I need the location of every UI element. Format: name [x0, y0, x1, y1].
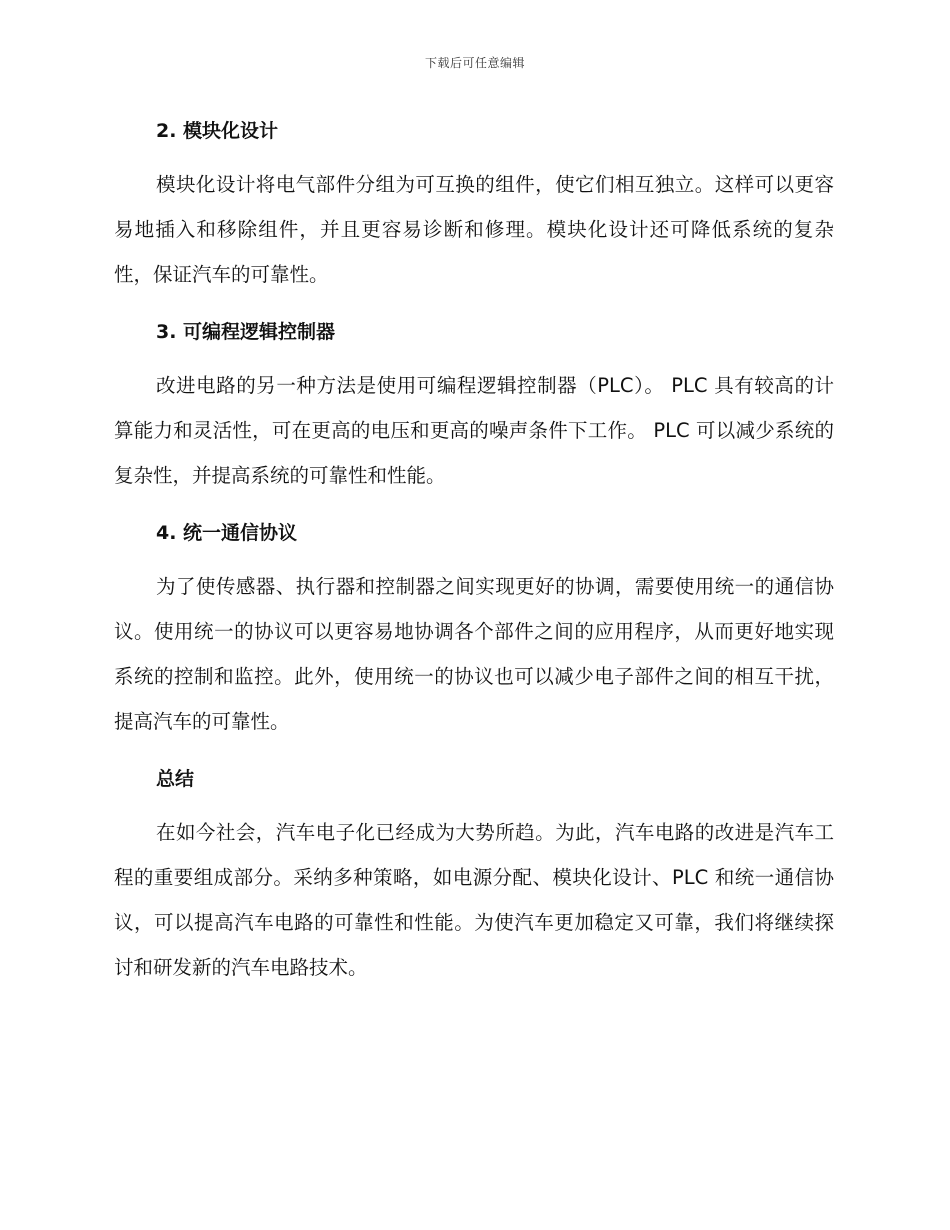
section-paragraph-communication-protocol: 为了使传感器、执行器和控制器之间实现更好的协调，需要使用统一的通信协议。使用统一的协议可以更容易地协调各个部件之间的应用程序，从而更好地实现系统的控制和监控。此外，使用统一的协议也可以减少电子部件之间的相互干扰，提高汽车的可靠性。: [114, 575, 834, 733]
section-paragraph-plc: 改进电路的另一种方法是使用可编程逻辑控制器（PLC）。 PLC 具有较高的计算能力和灵活性，可在更高的电压和更高的噪声条件下工作。 PLC 可以减少系统的复杂性，并提高系统的可靠性和性能。: [114, 374, 834, 487]
section-heading-modular-design: 2. 模块化设计: [156, 120, 279, 142]
document-body: [114, 108, 834, 1002]
section-heading-plc: 3. 可编程逻辑控制器: [156, 321, 336, 343]
page-header: 下载后可任意编辑: [424, 56, 525, 70]
section-paragraph-summary: 在如今社会，汽车电子化已经成为大势所趋。为此，汽车电路的改进是汽车工程的重要组成部分。采纳多种策略，如电源分配、模块化设计、PLC 和统一通信协议，可以提高汽车电路的可靠性和性能。为使汽车更加稳定又可靠，我们将继续探讨和研发新的汽车电路技术。: [114, 821, 834, 979]
section-heading-summary: 总结: [156, 768, 195, 790]
section-heading-communication-protocol: 4. 统一通信协议: [156, 522, 298, 544]
section-paragraph-modular-design: 模块化设计将电气部件分组为可互换的组件，使它们相互独立。这样可以更容易地插入和移除组件，并且更容易诊断和修理。模块化设计还可降低系统的复杂性，保证汽车的可靠性。: [114, 173, 834, 286]
